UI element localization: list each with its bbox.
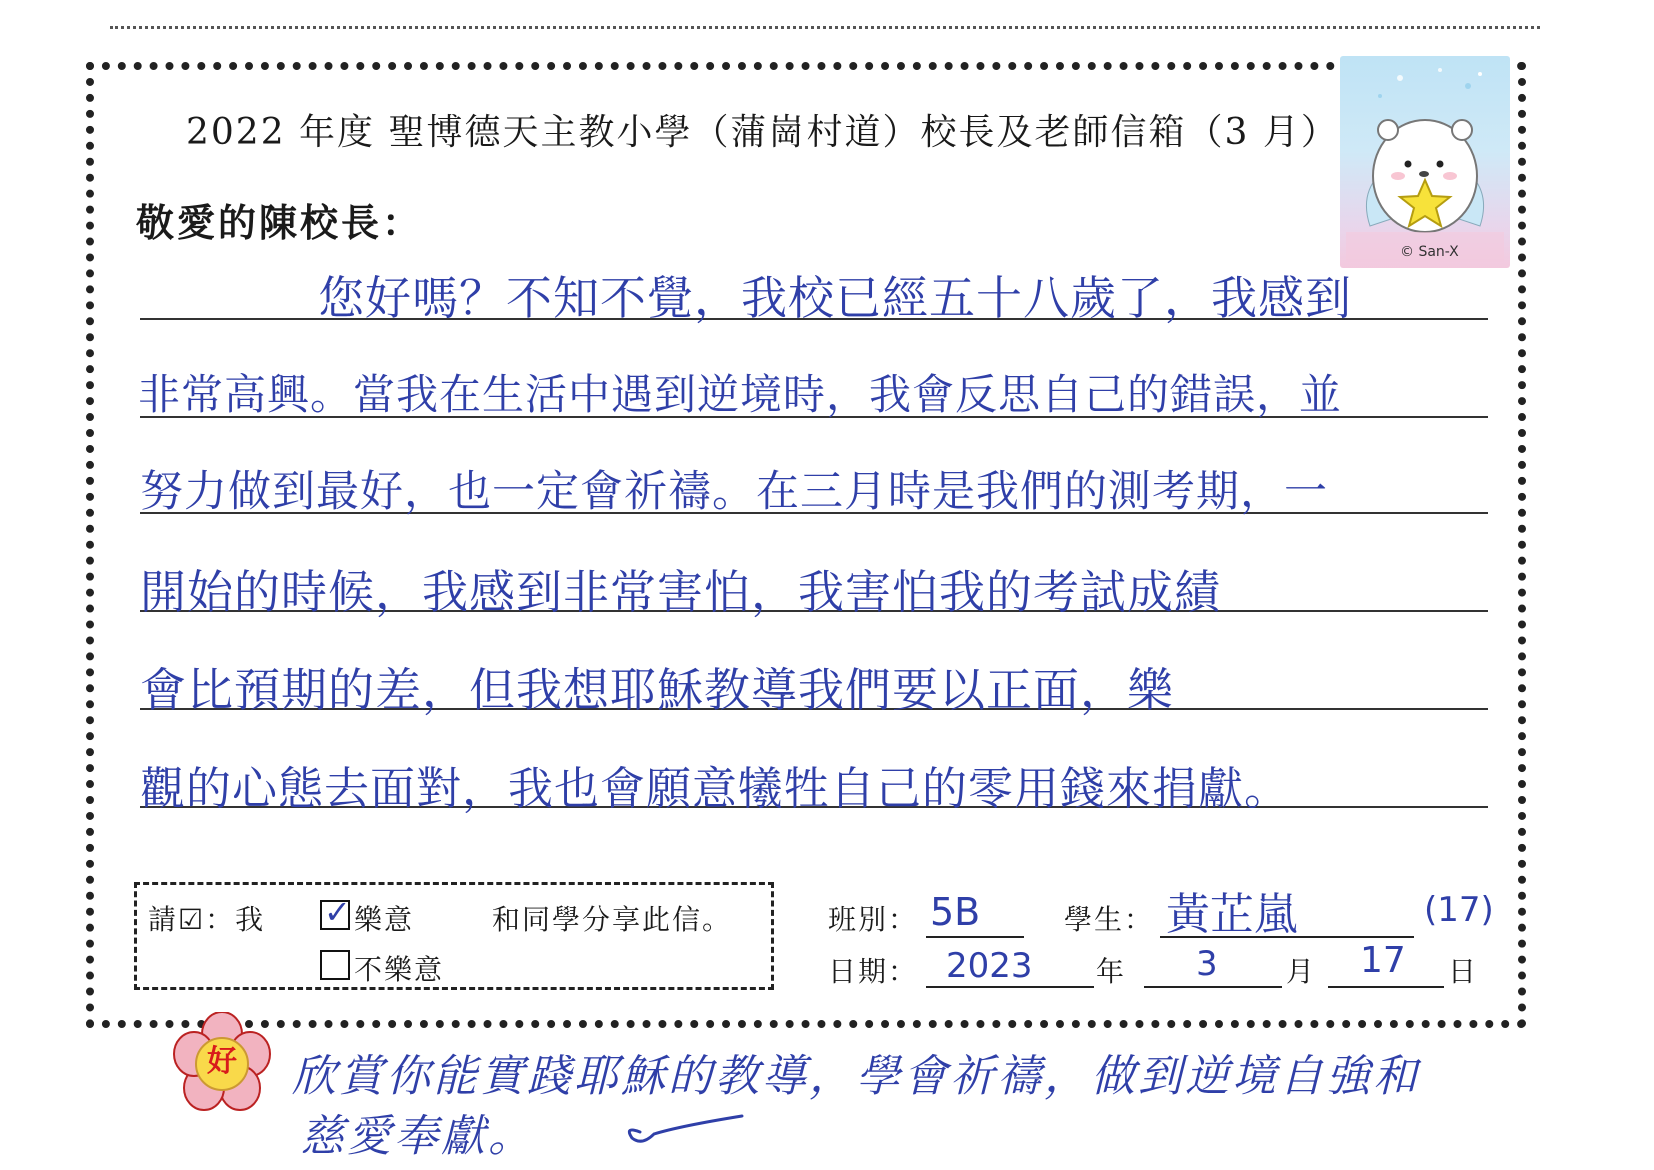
- class-value: 5B: [930, 890, 981, 934]
- letter-line: 非常高興。當我在生活中遇到逆境時，我會反思自己的錯誤，並: [138, 370, 1343, 419]
- day-unit: 日: [1448, 955, 1479, 988]
- top-perforation: [110, 26, 1540, 29]
- consent-prefix: 請☑：我: [148, 903, 266, 936]
- sticker-copyright: © San-X: [1400, 244, 1459, 260]
- day-line: [1328, 986, 1444, 988]
- teacher-comment-line: 慈愛奉獻。: [300, 1111, 535, 1162]
- student-number: (17): [1424, 890, 1494, 930]
- salutation: 敬愛的陳校長：: [136, 200, 424, 245]
- page-title: 2022 年度 聖博德天主教小學（蒲崗村道）校長及老師信箱（3 月）: [186, 112, 1339, 153]
- year-value: 2023: [946, 946, 1033, 986]
- student-name: 黃芷嵐: [1166, 889, 1298, 940]
- letter-line: 觀的心態去面對，我也會願意犧牲自己的零用錢來捐獻。: [140, 762, 1291, 815]
- letter-line: 您好嗎？不知不覺，我校已經五十八歲了，我感到: [318, 271, 1352, 325]
- month-value: 3: [1196, 944, 1218, 984]
- year-unit: 年: [1096, 955, 1127, 988]
- letter-line: 努力做到最好，也一定會祈禱。在三月時是我們的測考期，一: [140, 467, 1328, 517]
- year-line: [926, 986, 1094, 988]
- teacher-signature-icon: [620, 1104, 750, 1148]
- class-line: [926, 936, 1024, 938]
- teacher-comment-line: 欣賞你能實踐耶穌的教導，學會祈禱，做到逆境自強和: [292, 1051, 1420, 1102]
- student-label: 學生：: [1064, 903, 1155, 936]
- date-label: 日期：: [828, 955, 919, 988]
- badge-character: 好: [207, 1044, 237, 1079]
- month-unit: 月: [1286, 955, 1317, 988]
- unwilling-label: 不樂意: [354, 953, 445, 986]
- bear-sticker: [1340, 56, 1510, 268]
- polar-bear-icon: [1340, 56, 1510, 268]
- consent-suffix: 和同學分享此信。: [492, 903, 733, 936]
- letter-line: 開始的時候，我感到非常害怕，我害怕我的考試成績: [140, 565, 1221, 619]
- letter-line: 會比預期的差，但我想耶穌教導我們要以正面，樂: [140, 663, 1174, 717]
- month-line: [1144, 986, 1282, 988]
- willing-label: 樂意: [354, 903, 415, 936]
- day-value: 17: [1360, 940, 1406, 981]
- class-label: 班別：: [828, 903, 919, 936]
- unwilling-checkbox[interactable]: [320, 950, 350, 980]
- check-mark-icon: ✓: [324, 893, 351, 931]
